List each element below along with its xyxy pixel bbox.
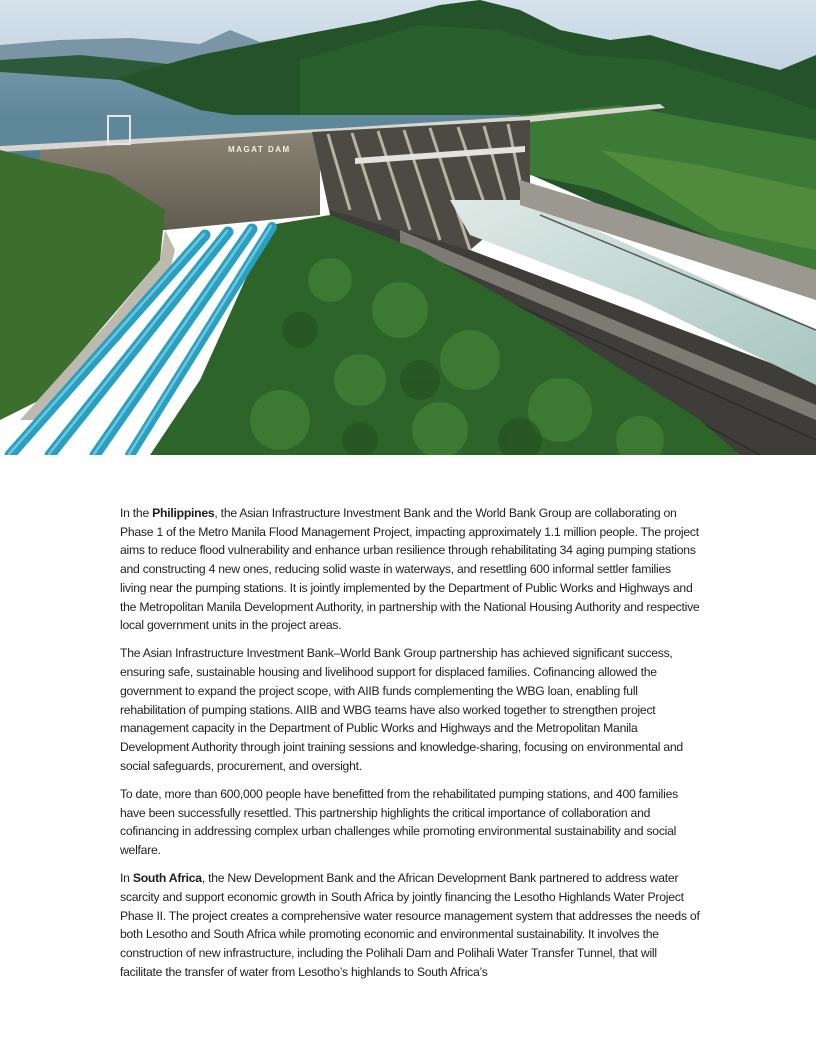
country-name-south-africa: South Africa xyxy=(132,871,202,886)
dam-illustration xyxy=(0,0,816,455)
dam-sign: MAGAT DAM xyxy=(228,145,291,154)
paragraph-text: , the Asian Infrastructure Investment Bank and the World Bank Group are collaborating on Phase 1 of the Metro Manila Flood Management Project, impacting approximately 1.1 million people. The project aims to reduce flood vulnerability and enhance urban resilience through rehabilitating 34 aging pumping stations and constructing 4 new ones, reducing solid waste in waterways, and resettling 600 informal settler families living near the pumping stations. It is jointly implemented by the Department of Public Works and Highways and the Metropolitan Manila Development Authority, in partnership with the National Housing Authority and respective local government units in the project areas. xyxy=(120,506,700,633)
paragraph-text: , the New Development Bank and the African Development Bank partnered to address water scarcity and support economic growth in South Africa by jointly financing the Lesotho Highlands Water Project Phase II. The project creates a comprehensive water resource management system that addresses the needs of both Lesotho and South Africa while promoting economic and environmental sustainability. It involves the construction of new infrastructure, including the Polihali Dam and Polihali Water Transfer Tunnel, that will facilitate the transfer of water from Lesotho’s highlands to South Africa’s xyxy=(120,871,700,979)
paragraph-results xyxy=(120,785,700,860)
paragraph-text: The Asian Infrastructure Investment Bank–World Bank Group partnership has achieved significant success, ensuring safe, sustainable housing and livelihood support for displaced families. Cofinancing allowed the government to expand the project scope, with AIIB funds complementing the WBG loan, enabling full rehabilitation of pumping stations. AIIB and WBG teams have also worked together to strengthen project management capacity in the Department of Public Works and Highways and the Metropolitan Manila Development Authority through joint training sessions and knowledge-sharing, focusing on environmental and social safeguards, procurement, and oversight. xyxy=(120,646,683,773)
paragraph-philippines xyxy=(120,504,700,635)
paragraph-text: To date, more than 600,000 people have benefitted from the rehabilitated pumping stations, and 400 families have been successfully resettled. This partnership highlights the critical importance of collaboration and cofinancing in addressing complex urban challenges while promoting environmental sustainability and social welfare. xyxy=(120,786,678,857)
country-name-philippines: Philippines xyxy=(152,506,215,520)
paragraph-partnership-success xyxy=(120,644,700,775)
paragraph-south-africa xyxy=(120,869,700,981)
hero-photo xyxy=(0,0,816,455)
paragraph-lead: In the xyxy=(120,506,153,520)
paragraph-lead: In xyxy=(120,871,133,886)
article-body xyxy=(120,504,700,991)
